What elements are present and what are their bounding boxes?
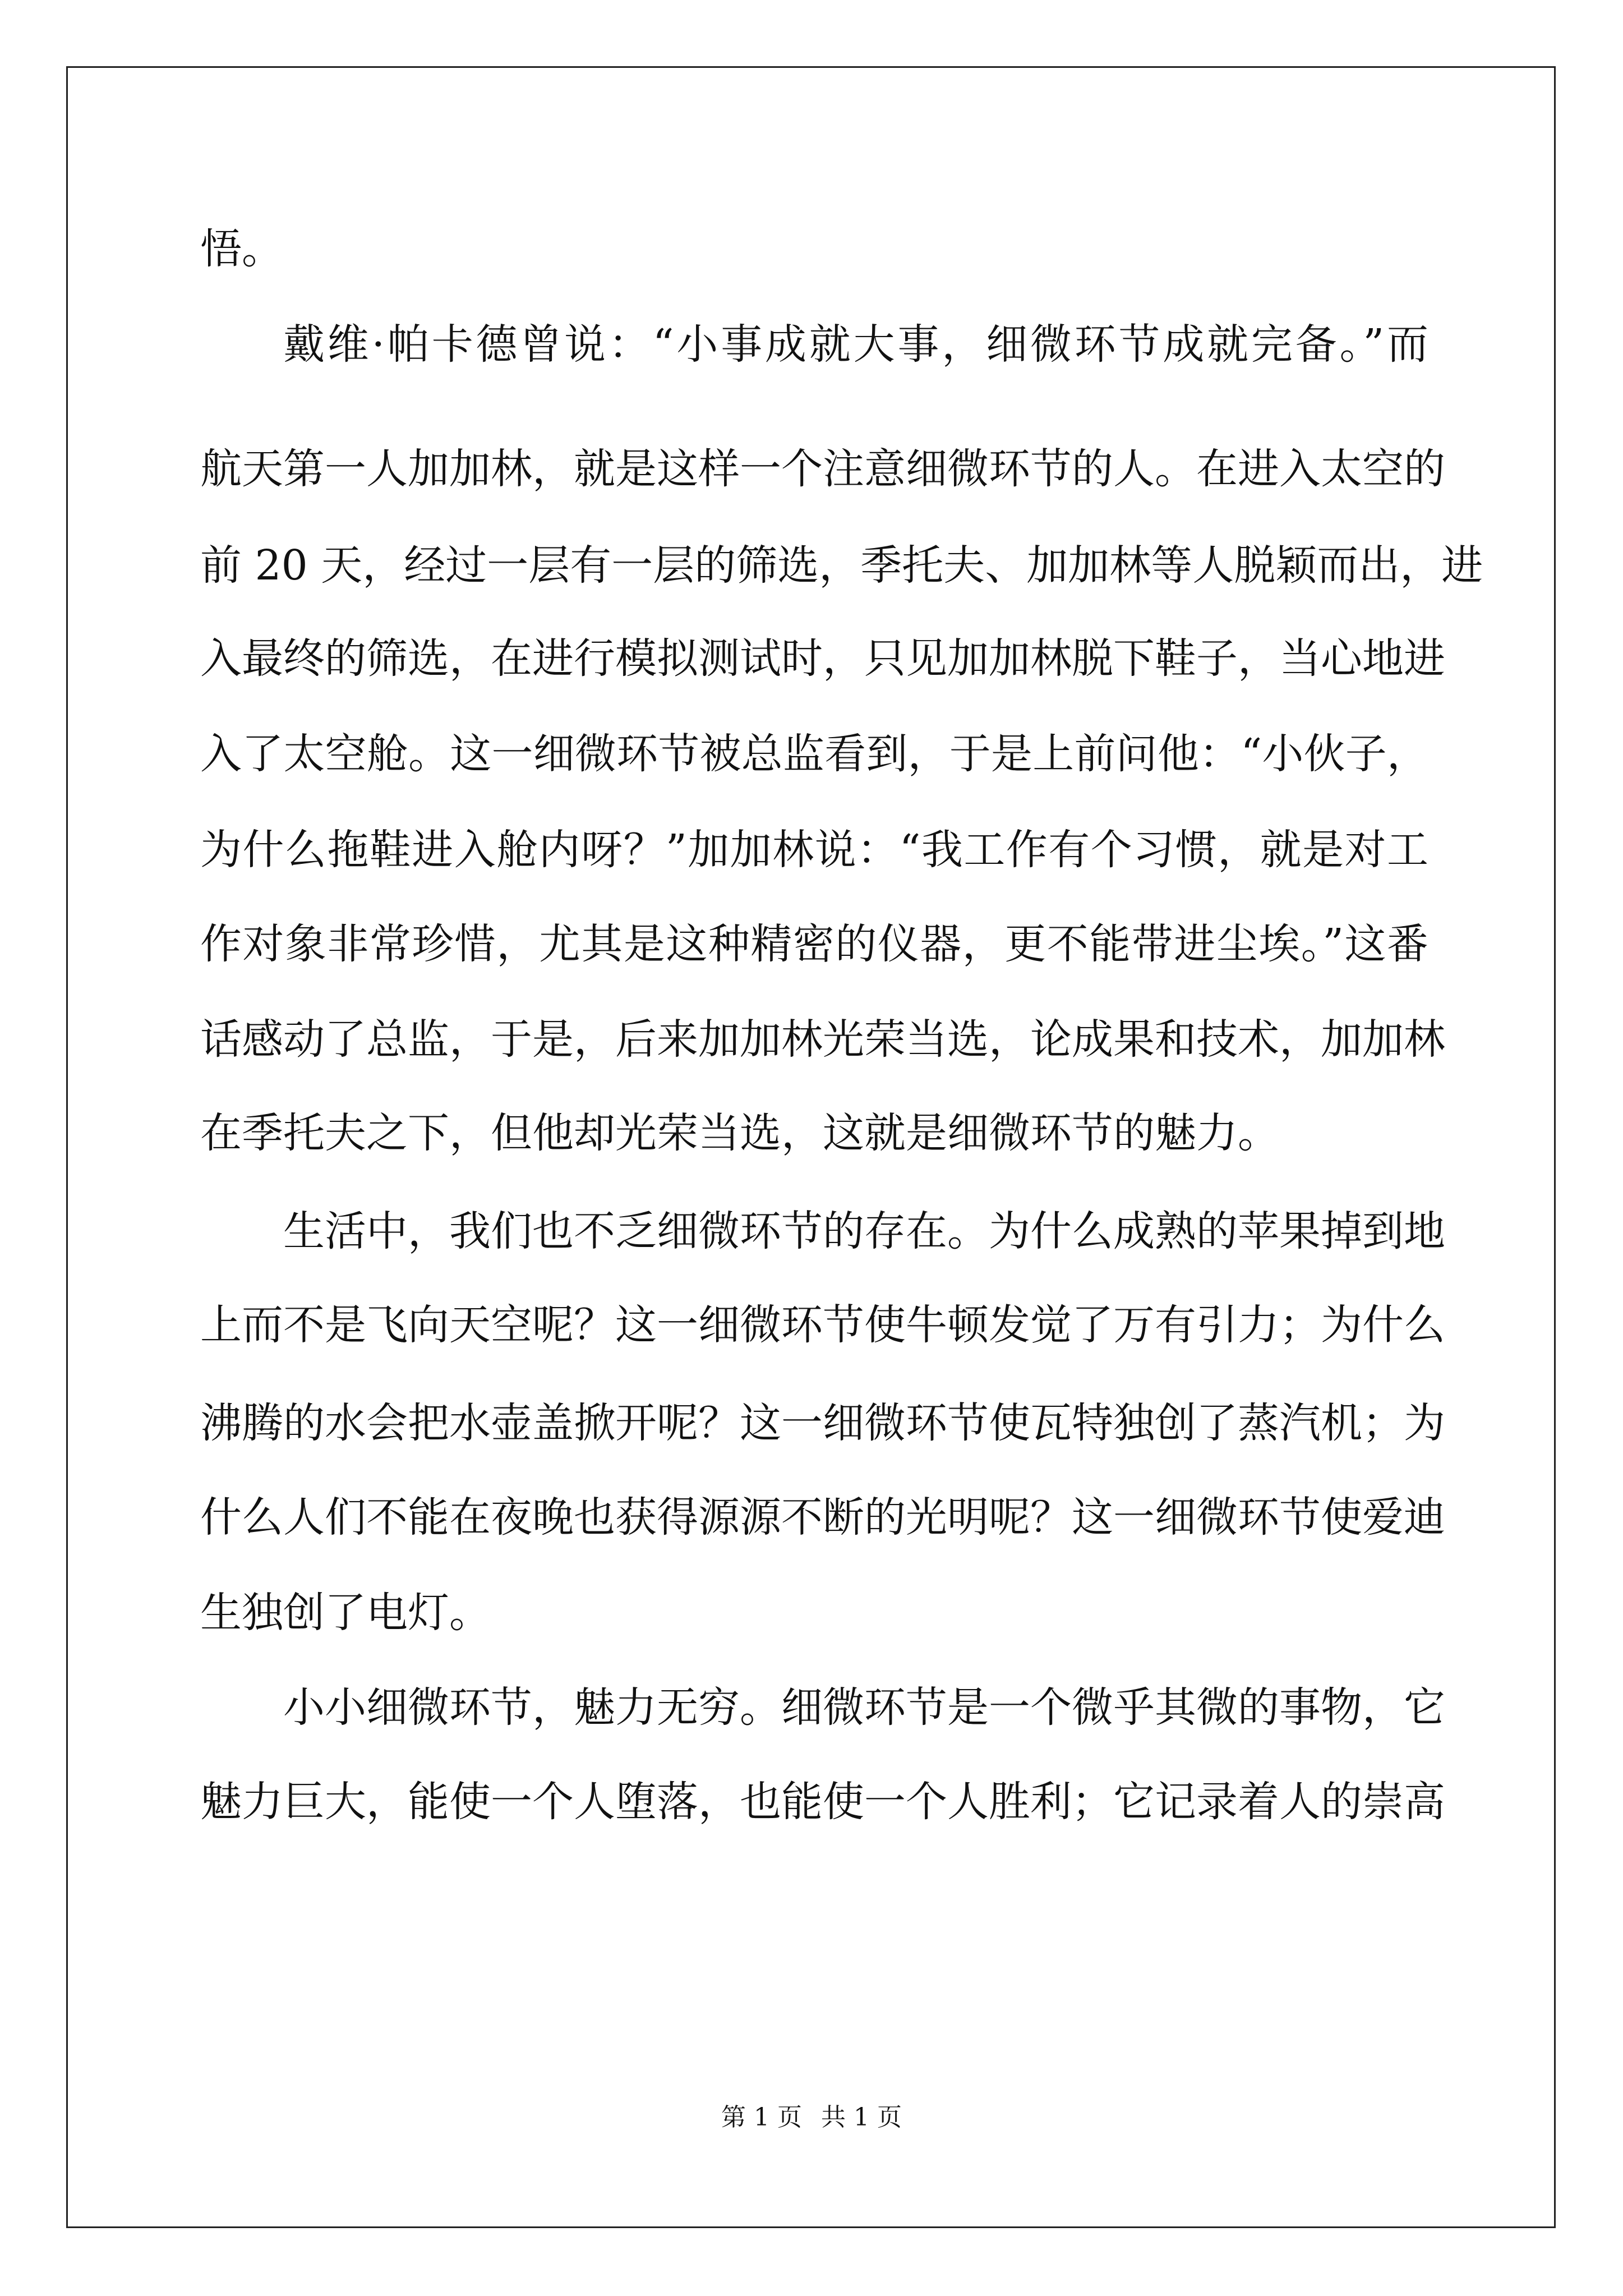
text-line: 航天第一人加加林，就是这样一个注意细微环节的人。在进入太空的 (200, 445, 1445, 493)
text-line: 沸腾的水会把水壶盖掀开呢？这一细微环节使瓦特独创了蒸汽机；为 (200, 1399, 1445, 1447)
text-line: 在季托夫之下，但他却光荣当选，这就是细微环节的魅力。 (200, 1109, 1279, 1157)
text-line: 魅力巨大，能使一个人堕落，也能使一个人胜利；它记录着人的崇高 (200, 1778, 1445, 1826)
text-line: 悟。 (200, 225, 283, 273)
text-line: 话感动了总监，于是，后来加加林光荣当选，论成果和技术，加加林 (200, 1015, 1445, 1064)
page-footer (0, 2101, 1623, 2134)
text-line: 作对象非常珍惜，尤其是这种精密的仪器，更不能带进尘埃。”这番 (200, 920, 1428, 968)
page-total: 共 1 页 (821, 2103, 902, 2132)
text-line: 生独创了电灯。 (200, 1589, 491, 1637)
page-number: 第 1 页 (721, 2103, 802, 2132)
text-line: 入最终的筛选，在进行模拟测试时，只见加加林脱下鞋子，当心地进 (200, 634, 1445, 683)
text-line: 入了太空舱。这一细微环节被总监看到，于是上前问他：“小伙子， (200, 730, 1428, 778)
text-line: 什么人们不能在夜晚也获得源源不断的光明呢？这一细微环节使爱迪 (200, 1493, 1445, 1542)
text-line: 小小细微环节，魅力无穷。细微环节是一个微乎其微的事物，它 (283, 1683, 1445, 1732)
text-line: 前 20 天，经过一层有一层的筛选，季托夫、加加林等人脱颖而出，进 (200, 541, 1483, 590)
text-line: 戴维·帕卡德曾说：“小事成就大事，细微环节成就完备。”而 (283, 320, 1428, 369)
text-line: 上而不是飞向天空呢？这一细微环节使牛顿发觉了万有引力；为什么 (200, 1301, 1445, 1349)
text-line: 生活中，我们也不乏细微环节的存在。为什么成熟的苹果掉到地 (283, 1207, 1445, 1255)
text-line: 为什么拖鞋进入舱内呀？”加加林说：“我工作有个习惯，就是对工 (200, 826, 1428, 874)
